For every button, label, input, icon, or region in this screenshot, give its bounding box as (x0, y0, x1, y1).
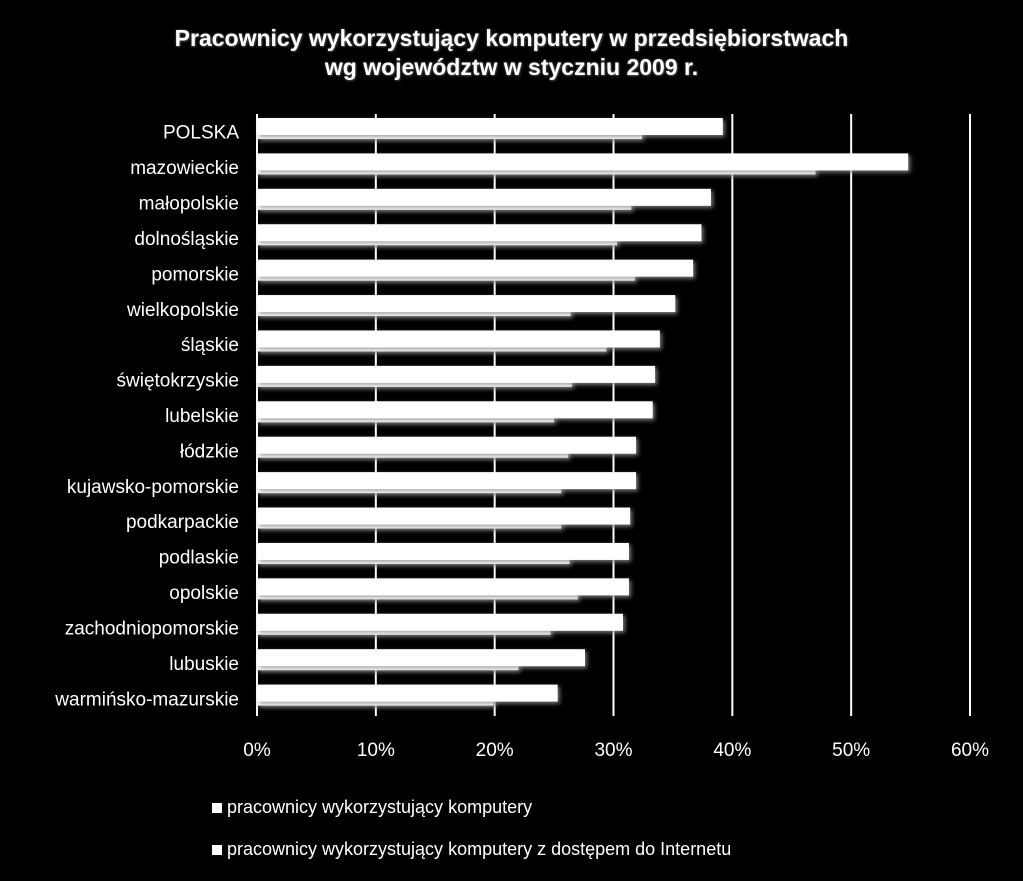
x-tick-label-3: 30% (594, 740, 633, 761)
x-axis-tick-labels (243, 740, 989, 761)
legend-label-computers: pracownicy wykorzystujący komputery (227, 797, 533, 817)
chart-title-line-2: wg województw w styczniu 2009 r. (324, 54, 699, 80)
category-label-podkarpackie: podkarpackie (125, 512, 239, 534)
bar-computers-mazowieckie (257, 153, 908, 170)
category-label-kujawsko-pomorskie: kujawsko-pomorskie (66, 476, 239, 498)
category-label-opolskie: opolskie (169, 583, 239, 605)
bar-computers-lubelskie (257, 401, 653, 418)
category-label-warminsko-mazurskie: warmińsko-mazurskie (55, 689, 239, 711)
bar-computers-zachodniopomorskie (257, 614, 623, 631)
bar-computers-malopolskie (257, 189, 711, 206)
legend-swatch-computers (212, 803, 222, 813)
category-label-wielkopolskie: wielkopolskie (127, 299, 239, 321)
bar-computers-pomorskie (257, 260, 693, 277)
bar-computers-opolskie (257, 578, 629, 595)
x-tick-label-1: 10% (356, 740, 395, 761)
category-label-malopolskie: małopolskie (138, 193, 239, 215)
bar-computers-wielkopolskie (257, 295, 675, 312)
category-label-zachodniopomorskie: zachodniopomorskie (64, 618, 239, 640)
category-label-polska: POLSKA (162, 122, 239, 144)
category-label-lubuskie: lubuskie (169, 653, 239, 675)
legend-item-computers (212, 797, 532, 818)
x-tick-label-0: 0% (243, 740, 271, 761)
category-label-pomorskie: pomorskie (151, 264, 239, 286)
legend-swatch-computers-internet (212, 845, 222, 855)
bar-computers-dolnoslaskie (257, 224, 701, 241)
bar-computers-lodzkie (257, 437, 636, 454)
bar-computers-polska (257, 118, 723, 135)
bars (257, 118, 908, 706)
x-tick-label-6: 60% (950, 740, 990, 761)
category-label-lubelskie: lubelskie (165, 406, 239, 427)
category-label-lodzkie: łódzkie (179, 441, 239, 463)
category-label-dolnoslaskie: dolnośląskie (134, 228, 239, 250)
category-label-swietokrzyskie: świętokrzyskie (116, 370, 239, 392)
bar-computers-podlaskie (257, 543, 629, 560)
category-label-mazowieckie: mazowieckie (130, 158, 239, 180)
x-tick-label-2: 20% (475, 740, 514, 761)
category-labels (54, 123, 239, 711)
x-tick-label-4: 40% (713, 740, 752, 761)
chart-title-line-1: Pracownicy wykorzystujący komputery w przedsiębiorstwach (174, 25, 849, 51)
bar-computers-slaskie (257, 330, 660, 347)
bar-computers-swietokrzyskie (257, 366, 655, 383)
category-label-slaskie: śląskie (180, 335, 239, 357)
legend-item-computers-internet (212, 839, 731, 860)
bar-computers-lubuskie (257, 649, 585, 666)
bar-computers-warminsko-mazurskie (257, 685, 558, 702)
bar-computers-kujawsko-pomorskie (257, 472, 636, 489)
bar-computers-podkarpackie (257, 508, 630, 525)
legend-label-computers-internet: pracownicy wykorzystujący komputery z dostępem do Internetu (227, 839, 732, 859)
x-tick-label-5: 50% (832, 740, 871, 761)
category-label-podlaskie: podlaskie (158, 547, 239, 569)
